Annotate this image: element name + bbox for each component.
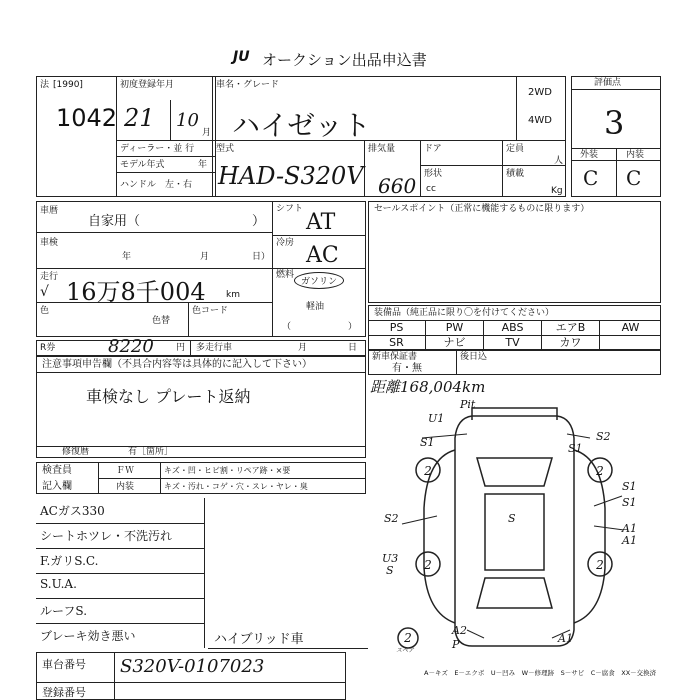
inspector-label: 検査員 (42, 465, 72, 476)
inspection-note-3: F.ガリS.C. (40, 554, 99, 568)
document-title: オークション出品申込書 (262, 51, 427, 69)
first-reg-month: 10 (176, 110, 199, 131)
spare-label: スペア (396, 647, 415, 653)
header-logo: JU (233, 49, 250, 65)
warranty-label: 新車保証書 (372, 352, 418, 362)
equip-abs: ABS (484, 320, 542, 336)
mileage-label: 走行 (40, 272, 59, 282)
tire-label-3: 2 (424, 558, 432, 572)
label-p: P (452, 638, 460, 651)
model-label: 型式 (216, 144, 235, 154)
inspection-month: 月 (200, 252, 210, 262)
year-code: [1990] (53, 80, 83, 90)
label-a1-a: A1 (622, 522, 637, 535)
drive-4wd: 4WD (528, 115, 552, 126)
label-a1-b: A1 (622, 534, 637, 547)
sales-point-label: セールスポイント（正常に機能するものに限ります） (374, 204, 590, 214)
recycle-label: R券 (40, 343, 56, 353)
shift-label: シフト (276, 204, 304, 214)
warranty-value: 有・無 (392, 363, 422, 374)
repair-history-value: 有［箇所］ (128, 447, 174, 457)
label-a1-c: A1 (558, 632, 573, 645)
color-change-label: 色替 (152, 316, 171, 326)
ac-value: AC (306, 243, 339, 268)
history-label: 車暦 (40, 206, 59, 216)
capacity-label: 定員 (506, 144, 525, 154)
km-unit: km (226, 290, 240, 300)
inspection-label: 車検 (40, 238, 59, 248)
equip-ps: PS (368, 320, 426, 336)
handle-label: ハンドル 左・右 (120, 180, 193, 190)
inspection-note-2: シートホツレ・不洗汚れ (40, 529, 173, 543)
notes-text: 車検なし プレート返納 (86, 387, 251, 406)
label-s1-a: S1 (420, 436, 435, 449)
sales-point-box (368, 201, 661, 303)
ac-label: 冷房 (276, 238, 295, 248)
lot-number: 1042 (56, 104, 118, 132)
label-u3-s: S (386, 564, 394, 577)
tire-label-4: 2 (596, 558, 604, 572)
inspection-note-5: ルーフS. (40, 604, 88, 618)
inspection-day: 日） (252, 252, 271, 262)
first-reg-year: 21 (124, 104, 155, 132)
equipment-row-1 (368, 320, 661, 336)
model-year-label: モデル年式 (120, 160, 165, 170)
label-s1-b: S1 (568, 442, 583, 455)
person-unit: 人 (554, 156, 564, 166)
recycle-value: 8220 (108, 336, 154, 357)
inspector-interior-items: キズ・汚れ・コゲ・穴・スレ・ヤレ・臭 (164, 482, 308, 491)
inspection-note-1: ACガス330 (40, 504, 105, 518)
label-s1-c: S1 (622, 480, 637, 493)
displacement-value: 660 (378, 174, 417, 198)
equip-leather: カワ (542, 335, 600, 351)
odometer-note: 距離168,004km (370, 378, 486, 396)
equip-pw: PW (426, 320, 484, 336)
paren-open: （ (282, 322, 292, 332)
notes-label: 注意事項申告欄（不具合内容等は具体的に記入して下さい） (42, 359, 312, 370)
label-s1-d: S1 (622, 496, 637, 509)
multi-mileage-label: 多走行車 (196, 343, 233, 353)
equip-tv: TV (484, 335, 542, 351)
equip-airbag: エアB (542, 320, 600, 336)
inspection-year: 年 (122, 252, 132, 262)
recycle-day: 日 (348, 343, 358, 353)
history-value: 自家用（ (88, 214, 141, 229)
damage-legend: A－キズ E－エクボ U－凹み W－修理跡 S－サビ C－腐食 XX－交換済 (424, 669, 657, 677)
door-label: ドア (424, 144, 442, 154)
cc-unit: cc (426, 184, 436, 194)
label-s2-a: S2 (596, 430, 611, 443)
top-left-box (36, 76, 216, 197)
history-close: ） (252, 214, 266, 229)
label-center: S (508, 512, 516, 525)
label-top: Pit (460, 398, 476, 411)
paren-close: ） (348, 322, 358, 332)
first-reg-label: 初度登録年月 (120, 80, 175, 90)
label-u1: U1 (428, 412, 445, 425)
mileage-value: 16万8千004 (66, 278, 206, 306)
grade-label: 評価点 (594, 78, 622, 88)
load-label: 積載 (506, 169, 525, 179)
equip-aw: AW (621, 321, 640, 334)
diesel-label: 軽油 (306, 302, 325, 312)
exterior-label: 外装 (580, 150, 599, 160)
equipment-row-2 (368, 335, 661, 351)
shift-value: AT (306, 210, 336, 235)
recycle-yen: 円 (176, 343, 186, 353)
inspector-fw-items: キズ・凹・ヒビ割・リペア跡・×要 (164, 466, 291, 475)
mileage-check: √ (40, 284, 49, 300)
shape-label: 形状 (424, 169, 443, 179)
inspector-entry-label: 記入欄 (42, 481, 72, 492)
exterior-value: C (583, 166, 599, 190)
model-year-suffix: 年 (198, 160, 208, 170)
car-name-value: ハイゼット (232, 109, 371, 142)
label-u3: U3 (382, 552, 399, 565)
chassis-value: S320V-0107023 (120, 656, 265, 677)
car-damage-diagram (372, 398, 662, 653)
color-label: 色 (40, 306, 50, 316)
kg-unit: Kg (551, 186, 563, 196)
spare-tire-value: 2 (404, 631, 412, 645)
equip-sr: SR (368, 335, 426, 351)
label-s2-b: S2 (384, 512, 399, 525)
label-a2: A2 (452, 624, 467, 637)
hybrid-note: ハイブリッド車 (214, 632, 304, 647)
tire-label-2: 2 (596, 464, 604, 478)
registration-label: 登録番号 (42, 686, 86, 699)
tire-label-1: 2 (424, 464, 432, 478)
drive-2wd: 2WD (528, 87, 552, 98)
recycle-month: 月 (298, 343, 308, 353)
inspector-interior: 内装 (116, 482, 135, 492)
warranty-after-label: 後日込 (460, 352, 488, 362)
car-name-label: 車名・グレード (216, 80, 280, 90)
displacement-label: 排気量 (368, 144, 396, 154)
equip-empty (600, 335, 661, 351)
fuel-label: 燃料 (276, 270, 295, 280)
inspection-note-6: ブレーキ効き悪い (40, 629, 136, 643)
fuel-value: ガソリン (294, 272, 344, 289)
interior-label: 内装 (626, 150, 645, 160)
chassis-label: 車台番号 (42, 658, 86, 671)
color-code-label: 色コード (192, 306, 229, 316)
inspection-notes (36, 498, 366, 648)
inspector-fw: ＦＷ (116, 466, 135, 476)
form-mark: 法 (40, 80, 50, 90)
interior-value: C (626, 166, 642, 190)
dealer-label: ディーラー・並 行 (120, 144, 195, 154)
equip-navi: ナビ (426, 335, 484, 351)
repair-history-label: 修復暦 (62, 447, 90, 457)
equipment-label: 装備品（純正品に限り〇を付けてください） (374, 308, 555, 318)
grade-value: 3 (604, 104, 625, 142)
inspection-note-4: S.U.A. (40, 577, 77, 591)
month-suffix: 月 (202, 128, 212, 138)
model-value: HAD-S320V (218, 162, 364, 190)
